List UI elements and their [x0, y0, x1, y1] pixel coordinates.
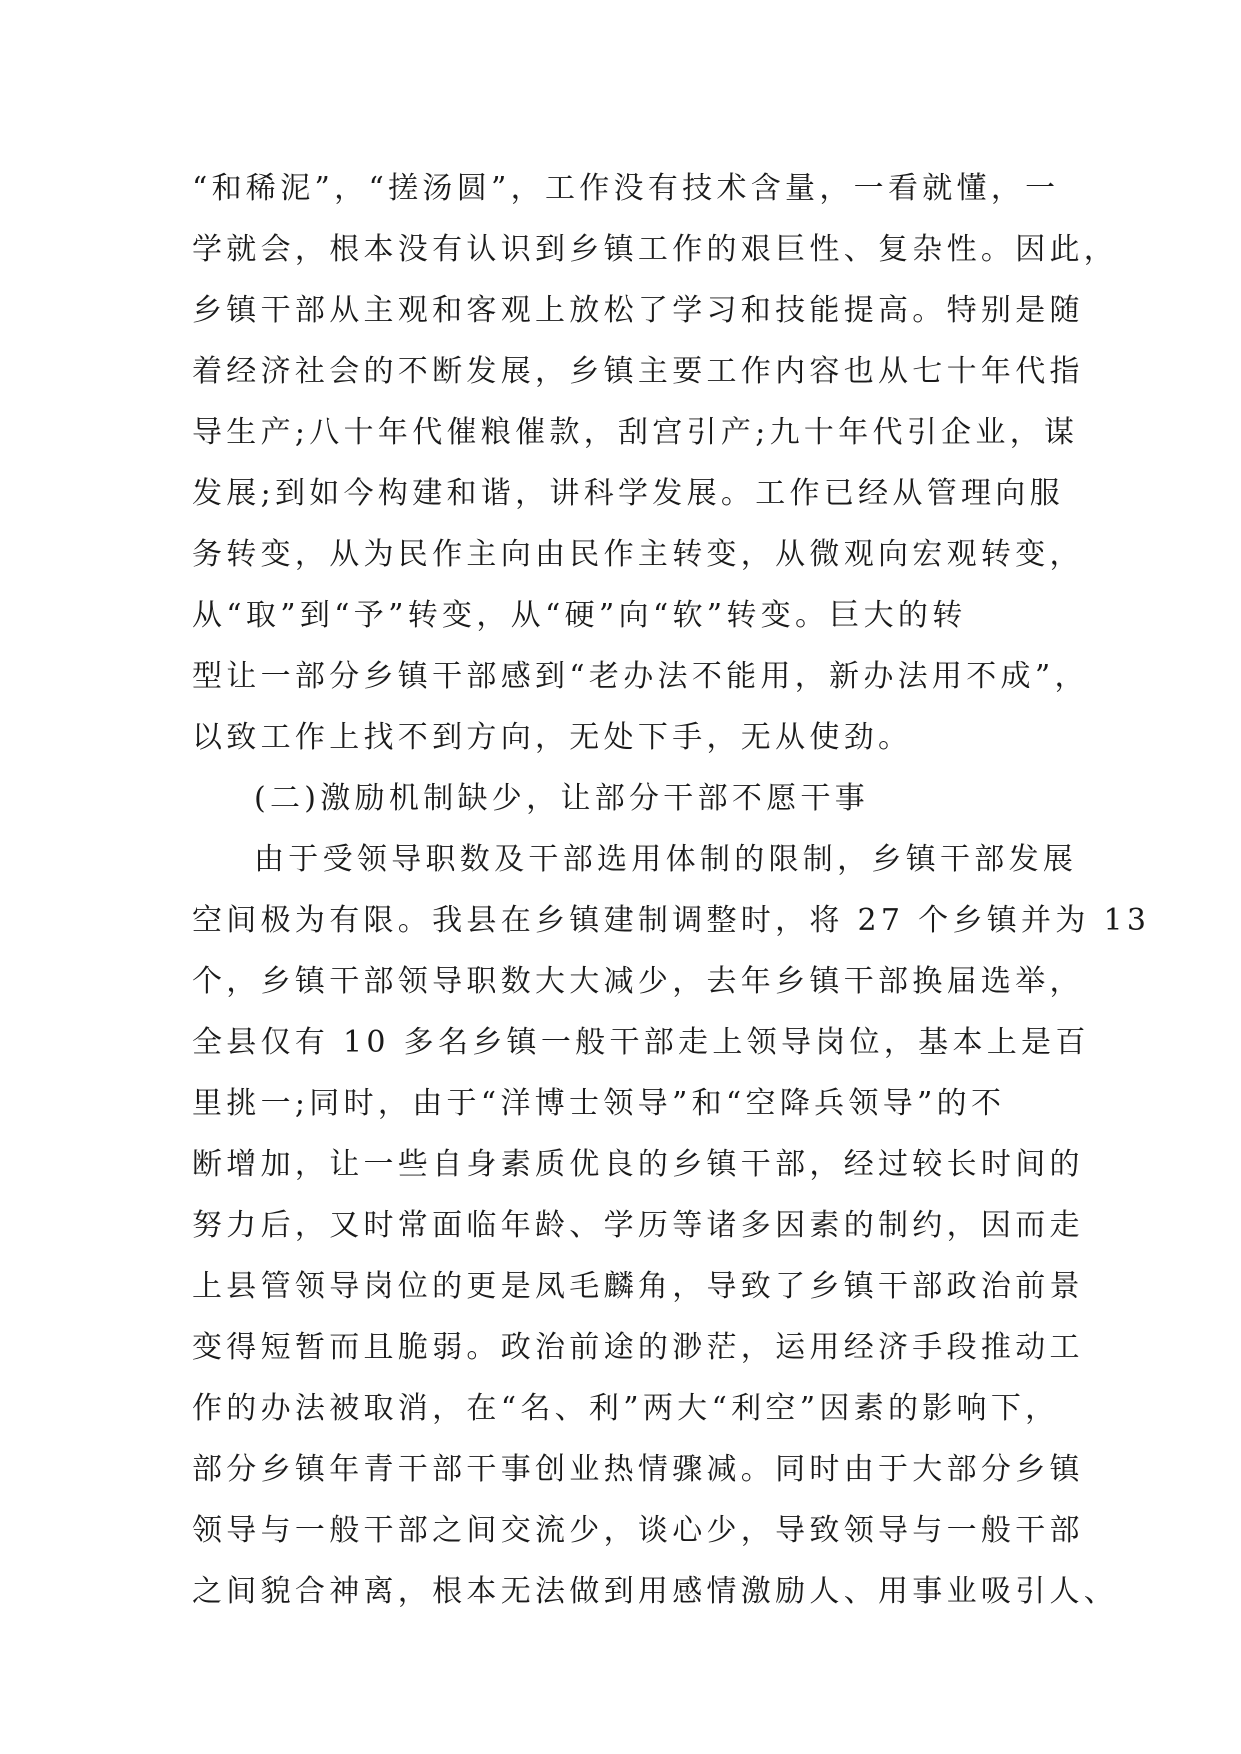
text-line: 里挑一;同时，由于“洋博士领导”和“空降兵领导”的不	[192, 1086, 1006, 1121]
section-heading: (二)激励机制缺少，让部分干部不愿干事	[254, 781, 870, 816]
text-line: 部分乡镇年青干部干事创业热情骤减。同时由于大部分乡镇	[192, 1452, 1084, 1487]
text-line: 以致工作上找不到方向，无处下手，无从使劲。	[192, 720, 913, 755]
text-line: 由于受领导职数及干部选用体制的限制，乡镇干部发展	[254, 842, 1078, 877]
text-line: 上县管领导岗位的更是凤毛麟角，导致了乡镇干部政治前景	[192, 1269, 1084, 1304]
text-line: 务转变，从为民作主向由民作主转变，从微观向宏观转变，	[192, 537, 1084, 572]
text-line: 着经济社会的不断发展，乡镇主要工作内容也从七十年代指	[192, 354, 1084, 389]
text-line: 学就会，根本没有认识到乡镇工作的艰巨性、复杂性。因此，	[192, 232, 1119, 267]
body-text	[192, 158, 1151, 1622]
text-line: 之间貌合神离，根本无法做到用感情激励人、用事业吸引人、	[192, 1574, 1119, 1609]
text-line: 作的办法被取消，在“名、利”两大“利空”因素的影响下，	[192, 1391, 1060, 1426]
text-line: 发展;到如今构建和谐，讲科学发展。工作已经从管理向服	[192, 476, 1064, 511]
text-line: 努力后，又时常面临年龄、学历等诸多因素的制约，因而走	[192, 1208, 1084, 1243]
text-line: 空间极为有限。我县在乡镇建制调整时，将 27 个乡镇并为 13	[192, 903, 1151, 938]
text-line: 导生产;八十年代催粮催款，刮宫引产;九十年代引企业，谋	[192, 415, 1079, 450]
text-line: “和稀泥”，“搓汤圆”，工作没有技术含量，一看就懂，一	[192, 171, 1060, 206]
text-line: 从“取”到“予”转变，从“硬”向“软”转变。巨大的转	[192, 598, 967, 633]
text-line: 乡镇干部从主观和客观上放松了学习和技能提高。特别是随	[192, 293, 1084, 328]
text-line: 个，乡镇干部领导职数大大减少，去年乡镇干部换届选举，	[192, 964, 1084, 999]
text-line: 领导与一般干部之间交流少，谈心少，导致领导与一般干部	[192, 1513, 1084, 1548]
text-line: 型让一部分乡镇干部感到“老办法不能用，新办法用不成”，	[192, 659, 1089, 694]
text-line: 变得短暂而且脆弱。政治前途的渺茫，运用经济手段推动工	[192, 1330, 1084, 1365]
text-line: 断增加，让一些自身素质优良的乡镇干部，经过较长时间的	[192, 1147, 1084, 1182]
text-line: 全县仅有 10 多名乡镇一般干部走上领导岗位，基本上是百	[192, 1025, 1090, 1060]
